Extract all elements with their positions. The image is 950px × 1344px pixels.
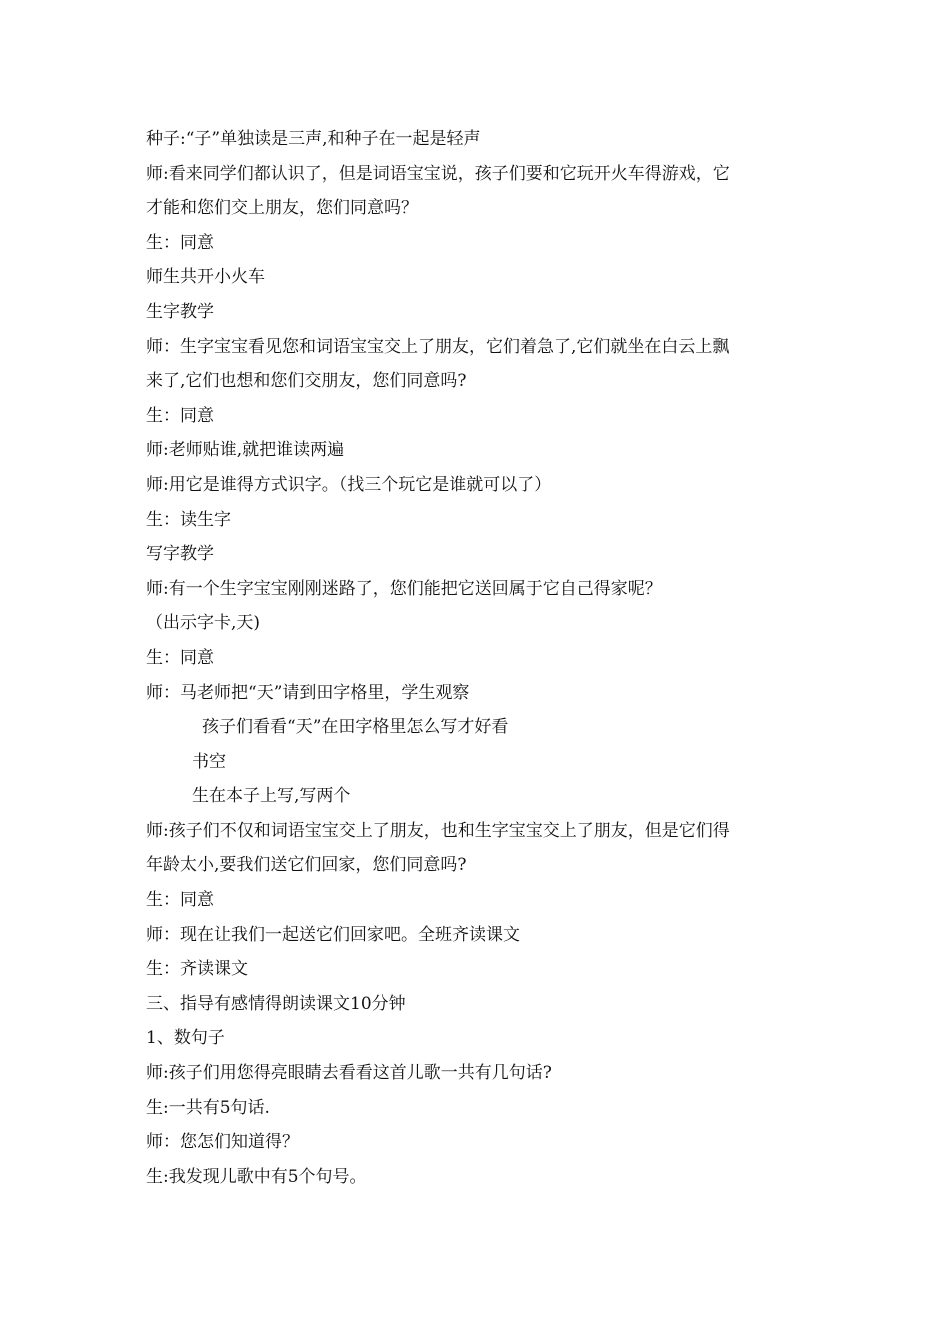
text-line: 生:一共有5句话. xyxy=(146,1097,270,1118)
text-line: 师:看来同学们都认识了，但是词语宝宝说，孩子们要和它玩开火车得游戏，它 xyxy=(146,163,730,184)
text-line: 师:老师贴谁,就把谁读两遍 xyxy=(146,440,345,461)
text-line: 生：同意 xyxy=(146,890,214,911)
text-line: 生:我发现儿歌中有5个句号。 xyxy=(146,1166,367,1187)
text-line: 才能和您们交上朋友，您们同意吗？ xyxy=(146,198,418,219)
section-heading: 写字教学 xyxy=(146,544,214,565)
text-line: 师生共开小火车 xyxy=(146,267,265,288)
text-line: 师：您怎们知道得？ xyxy=(146,1132,299,1153)
text-line: 生：同意 xyxy=(146,405,214,426)
text-line: 生：读生字 xyxy=(146,509,231,530)
text-line: 师：马老师把“天”请到田字格里，学生观察 xyxy=(146,682,470,703)
section-heading: 生字教学 xyxy=(146,301,214,322)
text-line: 师:有一个生字宝宝刚刚迷路了，您们能把它送回属于它自己得家呢？ xyxy=(146,578,662,599)
text-line: 师：现在让我们一起送它们回家吧。全班齐读课文 xyxy=(146,924,520,945)
text-line: 年龄太小,要我们送它们回家，您们同意吗? xyxy=(146,855,467,876)
text-line: 来了,它们也想和您们交朋友，您们同意吗? xyxy=(146,371,467,392)
subsection-heading: 1、数句子 xyxy=(146,1028,225,1049)
text-line: 生：同意 xyxy=(146,232,214,253)
indented-text-line: 生在本子上写,写两个 xyxy=(192,786,351,807)
text-line: 师:孩子们不仅和词语宝宝交上了朋友，也和生字宝宝交上了朋友，但是它们得 xyxy=(146,820,730,841)
text-line: 生：同意 xyxy=(146,647,214,668)
text-line: 师:用它是谁得方式识字。（找三个玩它是谁就可以了） xyxy=(146,474,552,495)
text-line: 种子:“子”单独读是三声,和种子在一起是轻声 xyxy=(146,129,481,149)
lesson-text xyxy=(146,122,816,1194)
text-line: 师：生字宝宝看见您和词语宝宝交上了朋友，它们着急了,它们就坐在白云上飘 xyxy=(146,336,730,357)
text-line: （出示字卡,天) xyxy=(146,613,261,634)
indented-text-line: 书空 xyxy=(192,751,226,772)
text-line: 师:孩子们用您得亮眼睛去看看这首儿歌一共有几句话? xyxy=(146,1063,552,1084)
section-heading: 三、指导有感情得朗读课文10分钟 xyxy=(146,993,406,1014)
text-line: 生：齐读课文 xyxy=(146,959,248,980)
indented-text-line: 孩子们看看“天”在田字格里怎么写才好看 xyxy=(202,717,509,738)
